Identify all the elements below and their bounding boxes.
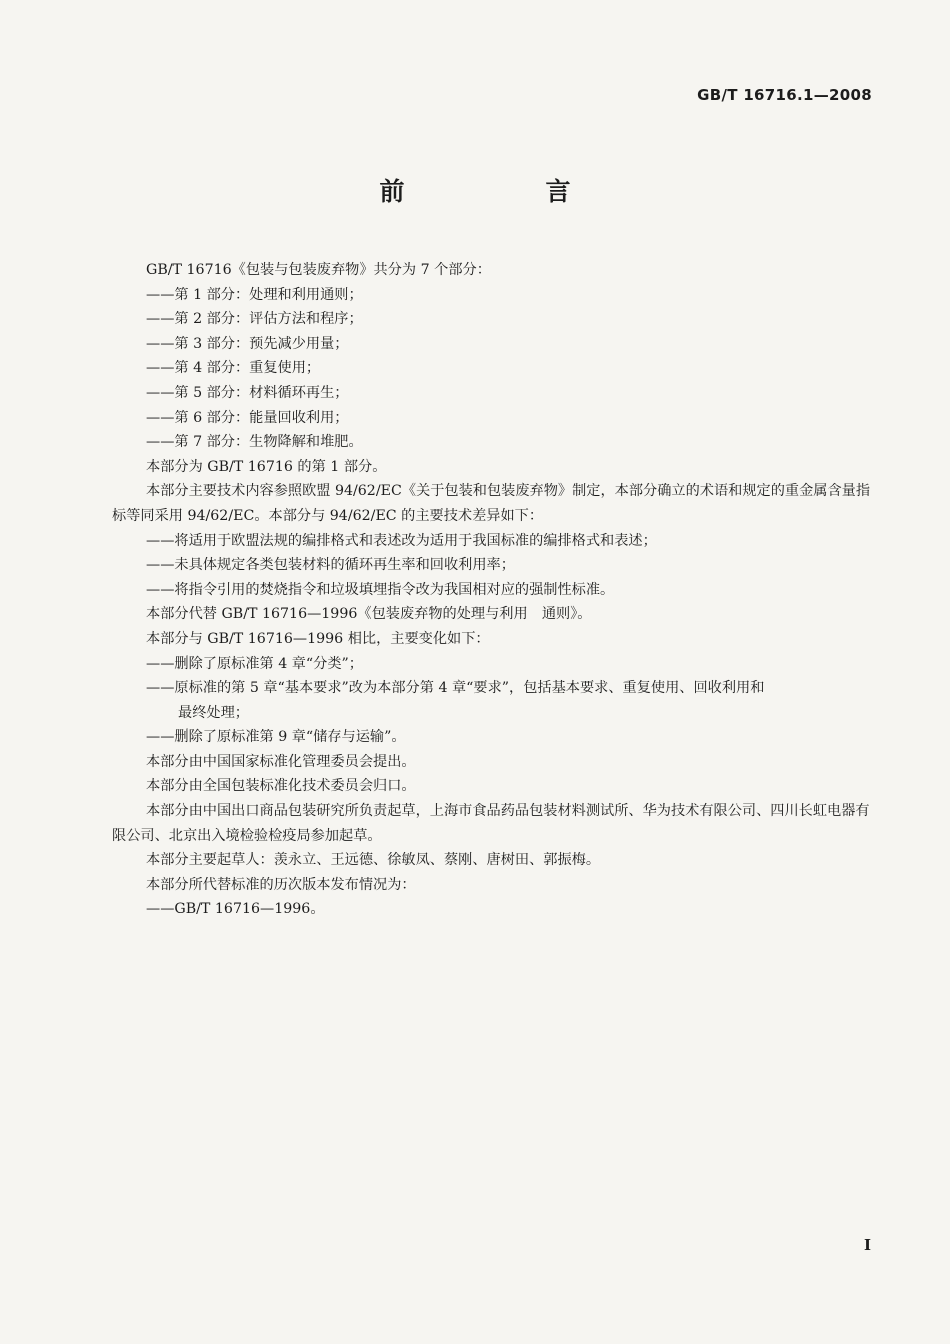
tech-reference-paragraph: 本部分主要技术内容参照欧盟 94/62/EC《关于包装和包装废弃物》制定，本部分确立的术语和规定的重金属含量指标等同采用 94/62/EC。本部分与 94/62/EC 的主要技术差异如下：: [112, 483, 871, 524]
part-list-item: ——第 6 部分：能量回收利用；: [146, 409, 349, 426]
change-list-item-continuation: 最终处理；: [178, 704, 249, 721]
part-list-item: ——第 1 部分：处理和利用通则；: [146, 286, 363, 303]
drafted-by-paragraph: 本部分由中国出口商品包装研究所负责起草，上海市食品药品包装材料测试所、华为技术有限公司、四川长虹电器有限公司、北京出入境检验检疫局参加起草。: [112, 803, 870, 844]
difference-list-item: ——将指令引用的焚烧指令和垃圾填埋指令改为我国相对应的强制性标准。: [146, 581, 615, 598]
change-list-item: ——原标准的第 5 章“基本要求”改为本部分第 4 章“要求”，包括基本要求、重复使用、回收利用和: [146, 680, 765, 697]
change-list-item: ——删除了原标准第 9 章“储存与运输”。: [146, 729, 406, 746]
intro-paragraph: GB/T 16716《包装与包装废弃物》共分为 7 个部分：: [146, 262, 491, 278]
part-list-item: ——第 2 部分：评估方法和程序；: [146, 311, 363, 328]
page-number: I: [863, 1236, 871, 1254]
part-list-item: ——第 5 部分：材料循环再生；: [146, 384, 349, 401]
page-title: 前 言: [379, 177, 629, 206]
drafters-paragraph: 本部分主要起草人：羡永立、王远德、徐敏凤、蔡刚、唐树田、郭振梅。: [146, 852, 601, 869]
part-list-item: ——第 4 部分：重复使用；: [146, 360, 321, 377]
history-list-item: ——GB/T 16716—1996。: [146, 901, 325, 918]
history-intro-paragraph: 本部分所代替标准的历次版本发布情况为：: [146, 876, 416, 893]
this-part-paragraph: 本部分为 GB/T 16716 的第 1 部分。: [146, 458, 387, 475]
proposed-by-paragraph: 本部分由中国国家标准化管理委员会提出。: [146, 753, 416, 770]
part-list-item: ——第 3 部分：预先减少用量；: [146, 335, 349, 352]
change-list-item: ——删除了原标准第 4 章“分类”；: [146, 655, 363, 672]
difference-list-item: ——未具体规定各类包装材料的循环再生率和回收利用率；: [146, 557, 515, 574]
centralized-by-paragraph: 本部分由全国包装标准化技术委员会归口。: [146, 778, 416, 795]
compare-paragraph: 本部分与 GB/T 16716—1996 相比，主要变化如下：: [146, 630, 490, 647]
replaces-paragraph: 本部分代替 GB/T 16716—1996《包装废弃物的处理与利用 通则》。: [146, 606, 592, 623]
foreword-body: [112, 258, 882, 922]
standard-code: GB/T 16716.1—2008: [697, 86, 872, 104]
part-list-item: ——第 7 部分：生物降解和堆肥。: [146, 434, 363, 451]
difference-list-item: ——将适用于欧盟法规的编排格式和表述改为适用于我国标准的编排格式和表述；: [146, 532, 657, 549]
